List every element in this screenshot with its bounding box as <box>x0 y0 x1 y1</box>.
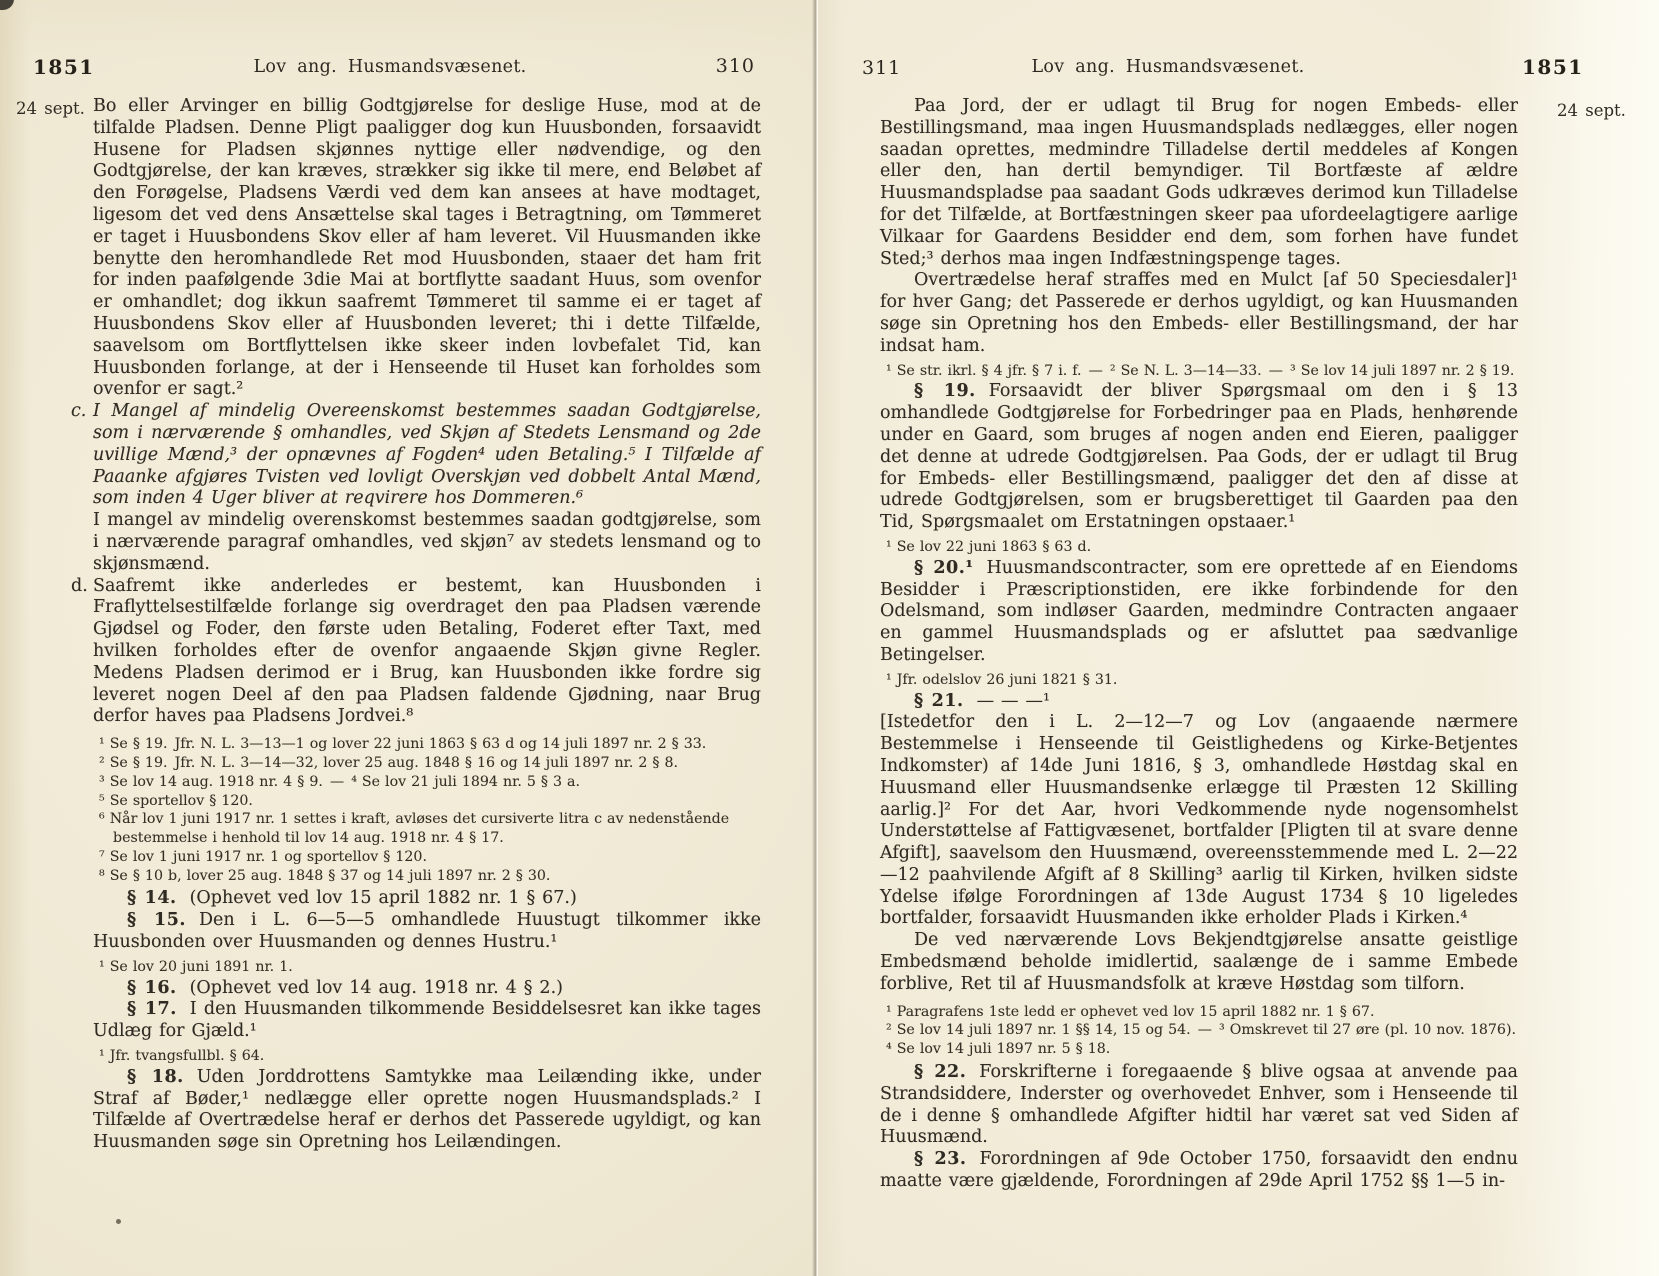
item-d-text: Saafremt ikke anderledes er bestemt, kan Huusbonden i Fraflyttelsestilfælde forlange sig overdraget den paa Pladsen værende Gjødsel og Foder, den første uden Betaling, Foderet efter Taxt, med hvilken forholdes efter de ovenfor angaaende Skjøn givne Regler. Medens Pladsen derimod er i Brug, kan Huusbonden ikke fordre sig leveret nogen Deel af den paa Pladsen faldende Gjødning, naar Brug derfor haves paa Pladsens Jordvei.⁸ <box>93 575 761 727</box>
paragraph: Paa Jord, der er udlagt til Brug for nogen Embeds- eller Bestillingsmand, maa ingen Huusmandsplads nedlægges, eller nogen saadan oprettes, medmindre Tilladelse dertil meddeles af Kongen eller den, han dertil bemyndiger. Til Bortfæste af ældre Huusmandspladse paa saadant Gods udkræves derimod kun Tilladelse for det Tilfælde, at Bortfæstningen skeer paa ufordeelagtigere aarlige Vilkaar for Gaardens Besidder end dem, som forhen have fundet Sted;³ derhos maa ingen Indfæstningspenge tages. <box>880 96 1518 269</box>
right-page-body <box>880 96 1518 1193</box>
footnote-line: ² Se lov 14 juli 1897 nr. 1 §§ 14, 15 og 54. — ³ Omskrevet til 27 øre (pl. 10 nov. 1876). <box>886 1022 1517 1039</box>
section-22-text: Forskrifterne i foregaaende § blive ogsaa at anvende paa Strandsiddere, Inderster og overhovedet Enhver, som i Henseende til de i denne § omhandlede Afgifter hidtil har været sat ved Siden af Huusmænd. <box>880 1062 1518 1148</box>
right-page <box>818 0 1659 1276</box>
paragraph: [Istedetfor den i L. 2—12—7 og Lov (angaaende nærmere Bestemmelse i Henseende til Geistlighedens og Kirke-Betjentes Indkomster) af 14de Juni 1816, § 3, omhandlede Høstdag skal en Huusmand eller Huusmandsenke erlægge til Præsten 12 Skilling aarlig.]² For det Aar, hvori Vedkommende nyde nogensomhelst Understøttelse af Fattigvæsenet, bortfalder [Pligten til at svare denne Afgift], saavelsom den Huusmænd, overeensstemmende med L. 2—22—12 paahvilende Afgift af 8 Skilling³ aarlig til Kirken, hvilken sidste Ydelse ifølge Forordningen af 13de August 1734 § 10 ligeledes bortfalder, forsaavidt Huusmanden ikke erholder Plads i Kirken.⁴ <box>880 712 1518 929</box>
footnote-line: ¹ Se lov 20 juni 1891 nr. 1. <box>99 958 293 975</box>
left-margin-date: 24 sept. <box>16 99 85 118</box>
right-page-number: 311 <box>862 57 902 79</box>
left-page-body <box>71 96 761 1154</box>
paragraph-continuation: Bo eller Arvinger en billig Godtgjørelse for deslige Huse, mod at de tilfalde Pladsen. Denne Pligt paaligger dog kun Huusbonden, forsaavidt Husene for Pladsen skjønnes nyttige eller nødvendige, og den Godtgjørelse, der kan kræves, strækker sig ikke til mere, end Beløbet af den Forøgelse, Pladsens Værdi ved dem kan ansees at have modtaget, ligesom det ved dens Ansættelse skal tages i Betragtning, om Tømmeret er taget i Huusbondens Skov eller af ham leveret. Vil Huusmanden ikke benytte den heromhandlede Ret mod Huusbonden, staaer det ham frit for inden paafølgende 3die Mai at bortflytte saadant Huus, som ovenfor er omhandlet; dog ikkun saafremt Tømmeret til samme ei er taget af Huusbondens Skov eller af Huusbonden leveret; thi i dette Tilfælde, saavelsom om Bortflyttelsen ikke skeer inden lovbefalet Tid, kan Huusbonden forlange, at der i Henseende til Huset kan forholdes som ovenfor er sagt.² <box>93 96 761 400</box>
section-23-text: Forordningen af 9de October 1750, forsaavidt den endnu maatte være gjældende, Forordningen af 29de April 1752 §§ 1—5 in- <box>880 1149 1518 1192</box>
left-running-title: Lov ang. Husmandsvæsenet. <box>253 57 527 77</box>
section-22 <box>880 1062 1518 1149</box>
footnote-line: ¹ Jfr. tvangsfullbl. § 64. <box>99 1048 265 1065</box>
footnote-line: ⁵ Se sportellov § 120. <box>99 792 253 809</box>
paragraph: Overtrædelse heraf straffes med en Mulct [af 50 Speciesdaler]¹ for hver Gang; det Passerede er derhos ugyldigt, og kan Huusmanden søge sin Opretning hos den Embeds- eller Bestillingsmand, der har indsat ham. <box>880 270 1518 356</box>
paragraph: De ved nærværende Lovs Bekjendtgjørelse ansatte geistlige Embedsmænd beholde imidlertid, saalænge de i samme Embede forblive, Ret til af Huusmandsfolk at kræve Høstdag som tilforn. <box>880 930 1518 994</box>
section-21-number: § 21. <box>914 690 964 711</box>
section-17 <box>93 999 761 1043</box>
footnote-line: ⁸ Se § 10 b, lover 25 aug. 1848 § 37 og 14 juli 1897 nr. 2 § 30. <box>99 867 551 884</box>
section-15-number: § 15. <box>127 910 186 931</box>
left-page-number: 310 <box>715 55 755 77</box>
ink-dot-artifact <box>116 1219 121 1224</box>
section-23-number: § 23. <box>914 1149 967 1170</box>
footnotes-block <box>93 735 761 885</box>
right-running-title: Lov ang. Husmandsvæsenet. <box>1031 57 1305 77</box>
left-page <box>0 0 818 1276</box>
section-23 <box>880 1149 1518 1193</box>
section-16 <box>93 978 761 1000</box>
item-c-label: c. <box>71 401 87 422</box>
section-16-text: (Ophevet ved lov 14 aug. 1918 nr. 4 § 2.) <box>189 977 563 998</box>
section-20-text: Huusmandscontracter, som ere oprettede af en Eiendoms Besidder i Præscriptionstiden, ere ikke forbindende for den Odelsmand, som indløser Gaarden, medmindre Contracten angaaer en gammel Huusmandsplads og er afsluttet paa sædvanlige Betingelser. <box>880 557 1518 665</box>
section-19-number: § 19. <box>914 381 976 402</box>
section-17-text: I den Huusmanden tilkommende Besiddelsesret kan ikke tages Udlæg for Gjæld.¹ <box>93 999 761 1042</box>
footnote-line: ⁶ Når lov 1 juni 1917 nr. 1 settes i kraft, avløses det cursiverte litra c av nedenstående bestemmelse i henhold til lov 14 aug. 1918 nr. 4 § 17. <box>99 811 730 847</box>
section-20 <box>880 558 1518 667</box>
section-21 <box>880 691 1518 713</box>
scan-artifact-corner <box>0 0 14 10</box>
footnote-line: ³ Se lov 14 aug. 1918 nr. 4 § 9. — ⁴ Se lov 21 juli 1894 nr. 5 § 3 a. <box>99 773 580 790</box>
list-item-c <box>71 401 761 510</box>
footnote-line: ¹ Se lov 22 juni 1863 § 63 d. <box>886 538 1092 555</box>
footnotes-block <box>880 1003 1518 1059</box>
footnote-line: ¹ Jfr. odelslov 26 juni 1821 § 31. <box>886 671 1118 688</box>
right-margin-date: 24 sept. <box>1557 101 1626 120</box>
section-18-text: Uden Jorddrottens Samtykke maa Leilænding ikke, under Straf af Bøder,¹ nedlægge eller oprette nogen Huusmandsplads.² I Tilfælde af Overtrædelse heraf er derhos det Passerede ugyldigt, og kan Huusmanden søge sin Opretning hos Leilændingen. <box>93 1066 761 1153</box>
section-20-number: § 20.¹ <box>914 557 974 578</box>
section-14-number: § 14. <box>127 888 177 909</box>
footnote-line: ¹ Se str. ikrl. § 4 jfr. § 7 i. f. — ² Se N. L. 3—14—33. — ³ Se lov 14 juli 1897 nr. 2 § 19. <box>886 362 1515 379</box>
section-15-text: Den i L. 6—5—5 omhandlede Huustugt tilkommer ikke Huusbonden over Huusmanden og dennes Hustru.¹ <box>93 910 761 953</box>
section-19-text: Forsaavidt der bliver Spørgsmaal om den i § 13 omhandlede Godtgjørelse for Forbedringer paa en Plads, henhørende under en Gaard, som bruges af nogen anden end Eieren, paaligger det denne at udrede Godtgjørelsen. Paa Gods, der er udlagt til Brug for Embeds- eller Bestillingsmænd, paaligger det den af disse at udrede Godtgjørelsen, som er brugsberettiget til Gaarden paa den Tid, Spørgsmaalet om Erstatningen opstaaer.¹ <box>880 381 1518 533</box>
footnote-line: ¹ Se § 19. Jfr. N. L. 3—13—1 og lover 22 juni 1863 § 63 d og 14 juli 1897 nr. 2 § 33. <box>99 736 707 753</box>
item-c-text: I Mangel af mindelig Overeenskomst bestemmes saadan Godtgjørelse, som i nærværende § omhandles, ved Skjøn af Stedets Lensmand og 2de uvillige Mænd,³ der opnævnes af Fogden⁴ uden Betaling.⁵ I Tilfælde af Paaanke afgjøres Tvisten ved lovligt Overskjøn ved dobbelt Antal Mænd, som inden 4 Uger bliver at reqvirere hos Dommeren.⁶ <box>93 401 761 509</box>
item-d-label: d. <box>71 575 88 596</box>
footnote-line: ⁷ Se lov 1 juni 1917 nr. 1 og sportellov § 120. <box>99 848 427 865</box>
footnote-line: ² Se § 19. Jfr. N. L. 3—14—32, lover 25 aug. 1848 § 16 og 14 juli 1897 nr. 2 § 8. <box>99 754 679 771</box>
footnote-line: ¹ Paragrafens 1ste ledd er ophevet ved lov 15 april 1882 nr. 1 § 67. <box>886 1003 1375 1020</box>
section-15 <box>93 910 761 954</box>
section-18 <box>93 1067 761 1154</box>
section-17-number: § 17. <box>127 999 177 1020</box>
left-header-year: 1851 <box>33 55 95 79</box>
section-16-number: § 16. <box>127 977 177 998</box>
section-19 <box>880 381 1518 534</box>
section-18-number: § 18. <box>127 1066 184 1087</box>
footnote-line: ⁴ Se lov 14 juli 1897 nr. 5 § 18. <box>886 1041 1111 1058</box>
section-22-number: § 22. <box>914 1062 967 1083</box>
right-header-year: 1851 <box>1522 55 1584 79</box>
section-21-text: — — —¹ <box>976 690 1051 711</box>
section-14 <box>93 888 761 910</box>
paragraph-c-supplement: I mangel av mindelig overenskomst bestemmes saadan godtgjørelse, som i nærværende paragraf omhandles, ved skjøn⁷ av stedets lensmand og to skjønsmænd. <box>93 510 761 574</box>
list-item-d <box>71 575 761 729</box>
section-14-text: (Ophevet ved lov 15 april 1882 nr. 1 § 67.) <box>189 888 577 909</box>
